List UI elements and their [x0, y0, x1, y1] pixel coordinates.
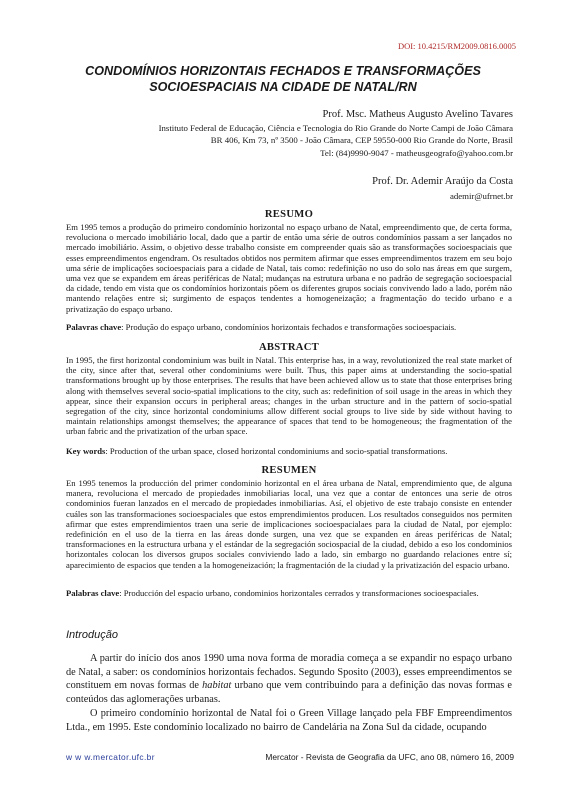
author-block-1	[159, 109, 513, 159]
resumo-text: Em 1995 temos a produção do primeiro condomínio horizontal no espaço urbano de Natal, empreendimento que, de certa forma, revoluciona o mercado imobiliário local, dado que a partir de então uma série de outros condomínios passam a ser lançados no mercado imobiliário. Assim, o objetivo desse trabalho consiste em compreender quais são as transformações socioespaciais que esses empreendimentos engendram. Os resultados obtidos nos permitem afirmar que esses empreendimentos trazem em seu bojo uma série de implicações socioespaciais para a cidade de Natal, tais como: redefinição no uso do solo nas áreas em que surgem, uma vez que se expandem em áreas periféricas de Natal; mudanças na estrutura urbana e no padrão de segregação socioespacial da cidade, tendo em vista que os condomínios horizontais põem os diferentes grupos sociais convivendo lado a lado, porém não mantendo relações entre si; surgimento de espaços tendentes a homogeneização; a fragmentação do tecido urbano e a privatização do espaço urbano.	[66, 222, 512, 314]
author-address-line: BR 406, Km 73, nº 3500 - João Câmara, CEP 59550-000 Rio Grande do Norte, Brasil	[210, 135, 513, 145]
section-heading: Introdução	[66, 629, 118, 641]
abstract-text: In 1995, the first horizontal condominium was built in Natal. This enterprise has, in a way, revolutionized the real state market of the city, since after that, several other condominiums were built. Thus, this paper aims at understanding the socio-spatial transformations brought up by those enterprises. The results that have been achieved allow us to state that those enterprises bring along with themselves several socio-spatial implications to the city, such as: redefinition of soil usage in the areas in which they appear, since their expansion occurs in peripheral areas; changes in the urban structure and in the pattern of socio-spatial segregation of the city, since horizontal condominiums allow different social groups to live side by side without having to maintain relationships amongst themselves; the appearance of spaces that tend to be homogeneous; the fragmentation of the urban fabric and the privatization of the urban space.	[66, 355, 512, 437]
keywords-label: Key words	[66, 446, 106, 456]
resumen-keywords	[66, 588, 512, 598]
paragraph-text: urbano que vem contribuindo para a definição das novas formas e conteúdos das aglomerações urbanas.	[66, 680, 512, 706]
abstract-heading: ABSTRACT	[258, 342, 320, 353]
keywords-text: : Production of the urban space, closed horizontal condominiums and socio-spatial transformations.	[105, 446, 448, 456]
body-text	[66, 652, 512, 734]
author-email: ademir@ufrnet.br	[449, 191, 513, 201]
resumen-text: En 1995 tenemos la producción del primer condominio horizontal en el área urbana de Natal, emprendimiento que, de alguna manera, revoluciona el mercado de propiedades inmobiliarias local, una vez que a contar de entonces una serie de otros condominios fueran lanzados en el mercado de propiedades inmobiliarias. Así, el objetivo de este trabajo consiste en entender cuáles son las transformaciones socioespaciales que estos emprendimientos producen. Los resultados conseguidos nos permiten afirmar que estes emprendimientos traen una serie de implicaciones socioespacialaes para la ciudad de Natal, por ejemplo: redefinición en el uso de la tierra en las áreas donde surgen, una vez que se expanden en áreas periféricas de Natal; transformaciones en la estructura urbana y el estándar de la segregación sociospacial de la ciudad, debido a eso los condominios horizontales colocan los diversos grupos sociales conviviendo lado a lado, sin embargo no guardando relaciones entre sí; aparecimiento de espacios que tenden a la homogeneización; la fragmentación de la ciudad y la privatización del espacio urbano.	[66, 478, 512, 570]
author-name: Prof. Msc. Matheus Augusto Avelino Tavares	[322, 109, 513, 120]
resumen-heading: RESUMEN	[261, 465, 317, 476]
resumo-heading: RESUMO	[264, 209, 314, 220]
site-link[interactable]: w w w.mercator.ufc.br	[66, 752, 155, 762]
keywords-label: Palavras chave	[66, 322, 122, 332]
paragraph	[66, 652, 512, 707]
title-line-1: CONDOMÍNIOS HORIZONTAIS FECHADOS E TRANSFORMAÇÕES	[85, 64, 481, 78]
journal-citation: Mercator - Revista de Geografia da UFC, ano 08, número 16, 2009	[265, 752, 514, 762]
keywords-text: : Produção do espaço urbano, condomínios horizontais fechados e transformações socioespaciais.	[121, 322, 457, 332]
title-line-2: SOCIOESPACIAIS NA CIDADE DE NATAL/RN	[149, 80, 417, 94]
paragraph-text: A partir do início dos anos 1990 uma nova forma de moradia começa a se expandir no espaço urbano de Natal, a saber: os condomínios horizontais fechados. Segundo Sposito (2003), esses empreendimentos se constituem em novas formas de	[66, 653, 512, 692]
keywords-text: : Producción del espacio urbano, condominios horizontales cerrados y transformaciones socioespaciales.	[119, 588, 479, 598]
author-block-2	[372, 175, 513, 203]
paragraph: O primeiro condomínio horizontal de Natal foi o Green Village lançado pela FBF Empreendimentos Ltda., em 1995. Este condomínio localizado no bairro de Candelária na Zona Sul da cidade, ocupando	[66, 707, 512, 733]
abstract-keywords	[66, 446, 512, 456]
author-contact-line: Tel: (84)9990-9047 - matheusgeografo@yahoo.com.br	[320, 147, 513, 158]
paper-title	[60, 63, 506, 95]
emphasis-text: habitat	[202, 680, 232, 692]
doi-link[interactable]: DOI: 10.4215/RM2009.0816.0005	[397, 41, 516, 51]
author-name: Prof. Dr. Ademir Araújo da Costa	[372, 176, 513, 187]
author-affiliation-line: Instituto Federal de Educação, Ciência e Tecnologia do Rio Grande do Norte Campi de João Câmara	[158, 122, 513, 133]
resumo-keywords	[66, 322, 512, 332]
keywords-label: Palabras clave	[66, 588, 120, 598]
